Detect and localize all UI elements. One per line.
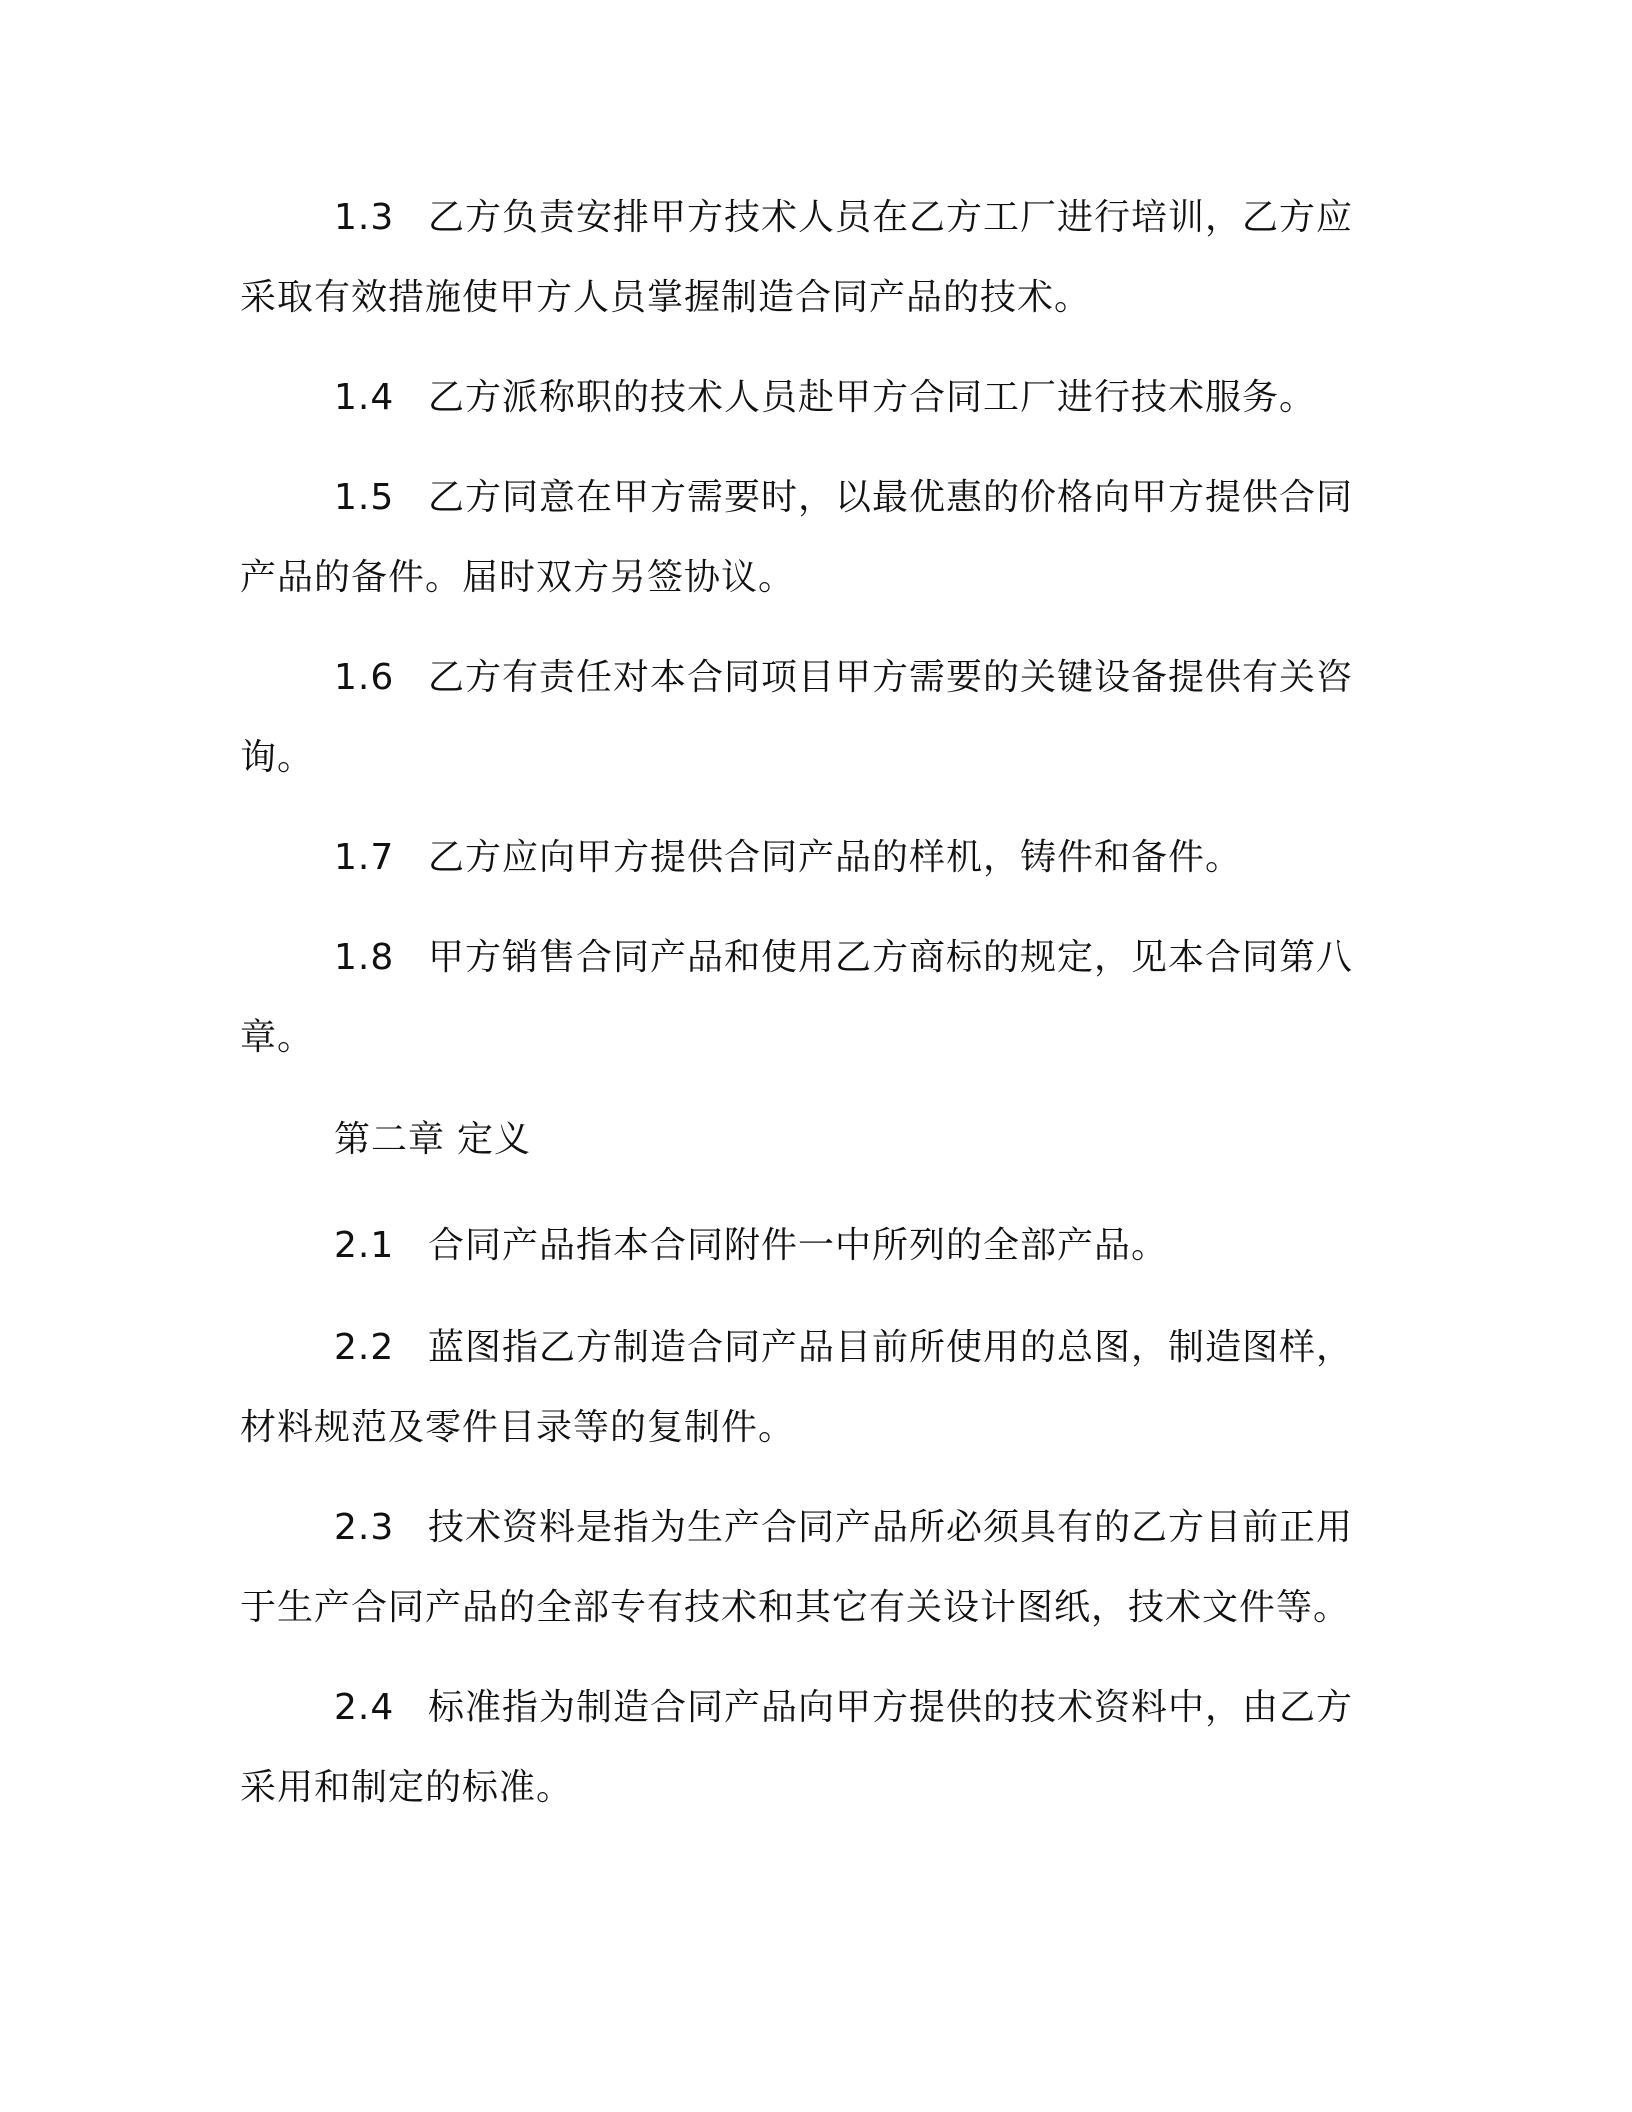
- chapter-title: 定义: [457, 1119, 532, 1160]
- clause-1-4: [240, 358, 1356, 438]
- clause-number: 1.8: [334, 937, 395, 978]
- clause-number: 2.1: [334, 1225, 395, 1266]
- clause-number: 2.4: [334, 1687, 395, 1728]
- clause-text: 乙方同意在甲方需要时，以最优惠的价格向甲方提供合同产品的备件。届时双方另签协议。: [240, 477, 1354, 598]
- clause-1-5: [240, 458, 1356, 618]
- clause-1-3: [240, 178, 1356, 338]
- clause-number: 1.5: [334, 477, 395, 518]
- clause-text: 乙方负责安排甲方技术人员在乙方工厂进行培训，乙方应采取有效措施使甲方人员掌握制造合同产品的技术。: [240, 197, 1354, 318]
- clause-text: 标准指为制造合同产品向甲方提供的技术资料中，由乙方采用和制定的标准。: [240, 1687, 1354, 1808]
- clause-number: 1.7: [334, 837, 395, 878]
- clause-text: 技术资料是指为生产合同产品所必须具有的乙方目前正用于生产合同产品的全部专有技术和其它有关设计图纸，技术文件等。: [240, 1507, 1354, 1628]
- chapter-number: 第二章: [334, 1119, 446, 1160]
- clause-text: 合同产品指本合同附件一中所列的全部产品。: [428, 1225, 1169, 1266]
- clause-2-4: [240, 1668, 1356, 1828]
- clause-2-3: [240, 1488, 1356, 1648]
- clause-2-1: [240, 1206, 1356, 1286]
- clause-text: 甲方销售合同产品和使用乙方商标的规定，见本合同第八章。: [240, 937, 1354, 1058]
- clause-number: 1.3: [334, 197, 395, 238]
- clause-text: 乙方应向甲方提供合同产品的样机，铸件和备件。: [428, 837, 1243, 878]
- clause-1-7: [240, 818, 1356, 898]
- clause-number: 2.3: [334, 1507, 395, 1548]
- clause-number: 1.4: [334, 377, 395, 418]
- clause-1-8: [240, 918, 1356, 1078]
- clause-1-6: [240, 638, 1356, 798]
- clause-text: 乙方派称职的技术人员赴甲方合同工厂进行技术服务。: [428, 377, 1317, 418]
- clause-text: 乙方有责任对本合同项目甲方需要的关键设备提供有关咨询。: [240, 657, 1354, 778]
- chapter-heading: [240, 1100, 1356, 1180]
- clause-number: 1.6: [334, 657, 395, 698]
- clause-number: 2.2: [334, 1327, 395, 1368]
- clause-2-2: [240, 1308, 1356, 1468]
- clause-text: 蓝图指乙方制造合同产品目前所使用的总图，制造图样，材料规范及零件目录等的复制件。: [240, 1327, 1354, 1448]
